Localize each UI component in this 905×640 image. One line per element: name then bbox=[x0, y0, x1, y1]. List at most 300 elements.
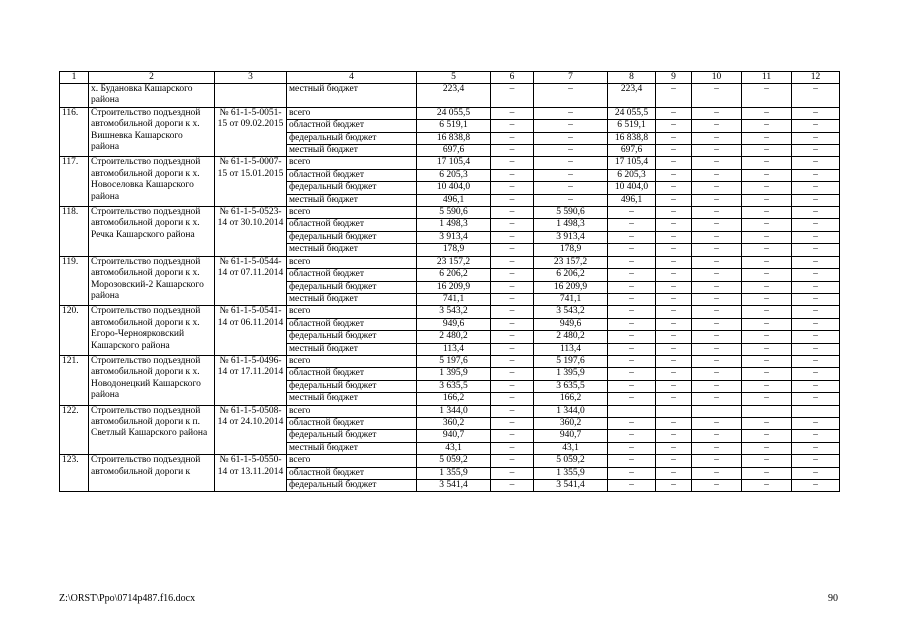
value-cell: – bbox=[608, 256, 656, 268]
value-cell bbox=[656, 405, 692, 417]
value-cell: 23 157,2 bbox=[417, 256, 491, 268]
project-number-cell: 120. bbox=[60, 306, 89, 356]
value-cell: – bbox=[491, 293, 534, 305]
value-cell: – bbox=[608, 430, 656, 442]
value-cell: – bbox=[656, 219, 692, 231]
value-cell: 360,2 bbox=[534, 417, 608, 429]
project-number-cell: 118. bbox=[60, 207, 89, 257]
budget-source-cell: федеральный бюджет bbox=[287, 331, 417, 343]
value-cell: – bbox=[792, 368, 840, 380]
value-cell: – bbox=[792, 331, 840, 343]
document-cell: № 61-1-5-0523-14 от 30.10.2014 bbox=[215, 207, 287, 257]
row-total bbox=[60, 107, 840, 119]
value-cell: 5 590,6 bbox=[417, 207, 491, 219]
value-cell: – bbox=[656, 145, 692, 157]
budget-source-cell: областной бюджет bbox=[287, 169, 417, 181]
value-cell: – bbox=[534, 182, 608, 194]
value-cell: – bbox=[534, 120, 608, 132]
value-cell bbox=[742, 405, 792, 417]
value-cell: – bbox=[656, 293, 692, 305]
value-cell: – bbox=[692, 182, 742, 194]
budget-source-cell: федеральный бюджет bbox=[287, 182, 417, 194]
value-cell: – bbox=[656, 430, 692, 442]
value-cell: – bbox=[608, 318, 656, 330]
value-cell: – bbox=[792, 355, 840, 367]
value-cell: – bbox=[692, 467, 742, 479]
value-cell: – bbox=[742, 455, 792, 467]
column-header: 8 bbox=[608, 72, 656, 84]
value-cell: – bbox=[608, 343, 656, 355]
value-cell: – bbox=[491, 318, 534, 330]
value-cell: – bbox=[792, 380, 840, 392]
value-cell: – bbox=[742, 380, 792, 392]
value-cell: – bbox=[608, 355, 656, 367]
value-cell: – bbox=[792, 194, 840, 206]
value-cell: – bbox=[608, 380, 656, 392]
column-header: 10 bbox=[692, 72, 742, 84]
value-cell: 697,6 bbox=[608, 145, 656, 157]
value-cell: – bbox=[656, 393, 692, 405]
value-cell: – bbox=[491, 244, 534, 256]
value-cell: – bbox=[656, 84, 692, 108]
footer-page-number: 90 bbox=[828, 593, 838, 604]
budget-source-cell: всего bbox=[287, 405, 417, 417]
value-cell: 6 519,1 bbox=[608, 120, 656, 132]
budget-source-cell: местный бюджет bbox=[287, 442, 417, 454]
value-cell: – bbox=[608, 293, 656, 305]
value-cell: – bbox=[656, 107, 692, 119]
value-cell: 178,9 bbox=[534, 244, 608, 256]
value-cell: – bbox=[608, 207, 656, 219]
value-cell: – bbox=[534, 132, 608, 144]
value-cell: 1 344,0 bbox=[534, 405, 608, 417]
value-cell: 5 197,6 bbox=[417, 355, 491, 367]
budget-source-cell: местный бюджет bbox=[287, 343, 417, 355]
value-cell: 697,6 bbox=[417, 145, 491, 157]
value-cell: – bbox=[742, 120, 792, 132]
value-cell: – bbox=[792, 293, 840, 305]
value-cell: – bbox=[656, 120, 692, 132]
project-number-cell: 123. bbox=[60, 455, 89, 492]
value-cell: – bbox=[792, 480, 840, 492]
budget-source-cell: областной бюджет bbox=[287, 417, 417, 429]
budget-source-cell: федеральный бюджет bbox=[287, 281, 417, 293]
value-cell: – bbox=[742, 107, 792, 119]
budget-source-cell: областной бюджет bbox=[287, 120, 417, 132]
value-cell: 3 913,4 bbox=[534, 231, 608, 243]
row-total bbox=[60, 405, 840, 417]
value-cell: – bbox=[608, 244, 656, 256]
value-cell: – bbox=[656, 455, 692, 467]
project-name-cell: Строительство подъездной автомобильной дороги к bbox=[89, 455, 215, 492]
value-cell: – bbox=[656, 269, 692, 281]
value-cell: – bbox=[692, 293, 742, 305]
value-cell: – bbox=[742, 417, 792, 429]
value-cell: – bbox=[608, 455, 656, 467]
value-cell: 5 197,6 bbox=[534, 355, 608, 367]
value-cell: 24 055,5 bbox=[417, 107, 491, 119]
value-cell: – bbox=[692, 343, 742, 355]
value-cell: 1 355,9 bbox=[534, 467, 608, 479]
value-cell: – bbox=[491, 107, 534, 119]
budget-source-cell: всего bbox=[287, 455, 417, 467]
value-cell bbox=[692, 405, 742, 417]
value-cell: – bbox=[742, 393, 792, 405]
value-cell: – bbox=[742, 442, 792, 454]
document-cell: № 61-1-5-0541-14 от 06.11.2014 bbox=[215, 306, 287, 356]
budget-source-cell: федеральный бюджет bbox=[287, 480, 417, 492]
value-cell: 741,1 bbox=[417, 293, 491, 305]
value-cell: – bbox=[608, 306, 656, 318]
value-cell: 3 913,4 bbox=[417, 231, 491, 243]
budget-source-cell: местный бюджет bbox=[287, 84, 417, 108]
value-cell: – bbox=[656, 207, 692, 219]
project-number-cell: 122. bbox=[60, 405, 89, 455]
value-cell: – bbox=[742, 281, 792, 293]
value-cell: – bbox=[742, 318, 792, 330]
value-cell: – bbox=[792, 256, 840, 268]
value-cell: 1 498,3 bbox=[417, 219, 491, 231]
value-cell: 17 105,4 bbox=[417, 157, 491, 169]
value-cell: 166,2 bbox=[534, 393, 608, 405]
value-cell: – bbox=[692, 455, 742, 467]
value-cell: – bbox=[742, 343, 792, 355]
value-cell: – bbox=[656, 244, 692, 256]
value-cell: – bbox=[692, 480, 742, 492]
budget-source-cell: федеральный бюджет bbox=[287, 231, 417, 243]
column-header: 2 bbox=[89, 72, 215, 84]
value-cell: – bbox=[491, 405, 534, 417]
value-cell: – bbox=[692, 244, 742, 256]
value-cell: 6 206,2 bbox=[417, 269, 491, 281]
value-cell: – bbox=[792, 219, 840, 231]
value-cell: – bbox=[534, 107, 608, 119]
value-cell: – bbox=[792, 244, 840, 256]
value-cell: 6 206,2 bbox=[534, 269, 608, 281]
value-cell: – bbox=[692, 281, 742, 293]
value-cell: – bbox=[692, 231, 742, 243]
value-cell: – bbox=[742, 306, 792, 318]
project-number-cell bbox=[60, 84, 89, 108]
document-cell: № 61-1-5-0007-15 от 15.01.2015 bbox=[215, 157, 287, 207]
value-cell: 1 498,3 bbox=[534, 219, 608, 231]
document-cell: № 61-1-5-0508-14 от 24.10.2014 bbox=[215, 405, 287, 455]
value-cell: – bbox=[792, 84, 840, 108]
value-cell: 113,4 bbox=[417, 343, 491, 355]
project-number-cell: 121. bbox=[60, 355, 89, 405]
value-cell: – bbox=[792, 182, 840, 194]
value-cell: 1 355,9 bbox=[417, 467, 491, 479]
budget-source-cell: всего bbox=[287, 306, 417, 318]
value-cell: 1 395,9 bbox=[417, 368, 491, 380]
value-cell: 6 519,1 bbox=[417, 120, 491, 132]
value-cell: 949,6 bbox=[534, 318, 608, 330]
budget-source-cell: областной бюджет bbox=[287, 318, 417, 330]
value-cell: – bbox=[491, 417, 534, 429]
value-cell: 43,1 bbox=[534, 442, 608, 454]
column-header: 11 bbox=[742, 72, 792, 84]
value-cell: – bbox=[608, 231, 656, 243]
value-cell: – bbox=[742, 132, 792, 144]
value-cell: – bbox=[742, 331, 792, 343]
value-cell: – bbox=[692, 417, 742, 429]
value-cell: – bbox=[608, 269, 656, 281]
value-cell: – bbox=[692, 269, 742, 281]
project-number-cell: 116. bbox=[60, 107, 89, 157]
value-cell: – bbox=[742, 467, 792, 479]
value-cell: – bbox=[608, 442, 656, 454]
value-cell: – bbox=[491, 380, 534, 392]
value-cell: – bbox=[692, 393, 742, 405]
value-cell: – bbox=[656, 331, 692, 343]
document-cell: № 61-1-5-0051-15 от 09.02.2015 bbox=[215, 107, 287, 157]
value-cell: – bbox=[534, 145, 608, 157]
value-cell: – bbox=[656, 157, 692, 169]
value-cell: – bbox=[792, 269, 840, 281]
value-cell: – bbox=[656, 194, 692, 206]
value-cell: – bbox=[692, 169, 742, 181]
column-header: 9 bbox=[656, 72, 692, 84]
project-name-cell: Строительство подъездной автомобильной дороги к х. Морозовский-2 Кашарского района bbox=[89, 256, 215, 306]
value-cell: 496,1 bbox=[417, 194, 491, 206]
value-cell: – bbox=[491, 132, 534, 144]
table-row bbox=[60, 84, 840, 108]
value-cell: – bbox=[491, 182, 534, 194]
value-cell: – bbox=[656, 480, 692, 492]
value-cell: – bbox=[692, 132, 742, 144]
value-cell: – bbox=[792, 207, 840, 219]
value-cell: – bbox=[792, 132, 840, 144]
value-cell: 1 395,9 bbox=[534, 368, 608, 380]
value-cell: – bbox=[792, 467, 840, 479]
value-cell: 178,9 bbox=[417, 244, 491, 256]
value-cell: – bbox=[692, 430, 742, 442]
value-cell bbox=[608, 405, 656, 417]
value-cell: – bbox=[792, 169, 840, 181]
value-cell: 741,1 bbox=[534, 293, 608, 305]
value-cell: – bbox=[742, 219, 792, 231]
value-cell: – bbox=[491, 169, 534, 181]
value-cell: – bbox=[792, 430, 840, 442]
value-cell: – bbox=[742, 244, 792, 256]
value-cell: 2 480,2 bbox=[534, 331, 608, 343]
value-cell: – bbox=[534, 84, 608, 108]
value-cell: – bbox=[792, 417, 840, 429]
value-cell: – bbox=[656, 442, 692, 454]
value-cell: – bbox=[491, 281, 534, 293]
value-cell: – bbox=[792, 318, 840, 330]
value-cell: – bbox=[692, 355, 742, 367]
value-cell: 496,1 bbox=[608, 194, 656, 206]
value-cell: – bbox=[656, 182, 692, 194]
document-cell: № 61-1-5-0544-14 от 07.11.2014 bbox=[215, 256, 287, 306]
value-cell: 43,1 bbox=[417, 442, 491, 454]
value-cell: – bbox=[491, 219, 534, 231]
value-cell: – bbox=[742, 231, 792, 243]
value-cell: – bbox=[692, 157, 742, 169]
value-cell: – bbox=[692, 219, 742, 231]
table-header bbox=[60, 72, 840, 84]
budget-source-cell: областной бюджет bbox=[287, 368, 417, 380]
value-cell: – bbox=[656, 343, 692, 355]
value-cell: – bbox=[656, 281, 692, 293]
column-header: 3 bbox=[215, 72, 287, 84]
value-cell: – bbox=[692, 318, 742, 330]
value-cell: – bbox=[656, 355, 692, 367]
header-row bbox=[60, 72, 840, 84]
value-cell: – bbox=[656, 417, 692, 429]
budget-source-cell: федеральный бюджет bbox=[287, 132, 417, 144]
value-cell: 360,2 bbox=[417, 417, 491, 429]
value-cell: – bbox=[742, 256, 792, 268]
value-cell: – bbox=[491, 145, 534, 157]
budget-source-cell: областной бюджет bbox=[287, 219, 417, 231]
project-name-cell: Строительство подъездной автомобильной дороги к х. Новоселовка Кашарского района bbox=[89, 157, 215, 207]
value-cell: – bbox=[656, 318, 692, 330]
value-cell: – bbox=[692, 256, 742, 268]
value-cell: – bbox=[792, 157, 840, 169]
value-cell: 223,4 bbox=[608, 84, 656, 108]
value-cell: 5 059,2 bbox=[417, 455, 491, 467]
value-cell: – bbox=[534, 169, 608, 181]
value-cell: – bbox=[656, 380, 692, 392]
value-cell: – bbox=[692, 442, 742, 454]
budget-source-cell: всего bbox=[287, 355, 417, 367]
value-cell: 3 543,2 bbox=[534, 306, 608, 318]
value-cell: 10 404,0 bbox=[608, 182, 656, 194]
value-cell: 949,6 bbox=[417, 318, 491, 330]
budget-source-cell: местный бюджет bbox=[287, 393, 417, 405]
row-total bbox=[60, 306, 840, 318]
value-cell: – bbox=[491, 442, 534, 454]
budget-source-cell: федеральный бюджет bbox=[287, 380, 417, 392]
value-cell: – bbox=[792, 107, 840, 119]
value-cell: 940,7 bbox=[417, 430, 491, 442]
value-cell: – bbox=[491, 207, 534, 219]
value-cell: – bbox=[656, 256, 692, 268]
value-cell: 16 209,9 bbox=[417, 281, 491, 293]
value-cell: 5 590,6 bbox=[534, 207, 608, 219]
value-cell: 6 205,3 bbox=[608, 169, 656, 181]
value-cell: – bbox=[742, 355, 792, 367]
value-cell: – bbox=[491, 306, 534, 318]
value-cell: – bbox=[792, 393, 840, 405]
footer-file-path: Z:\ORST\Ppo\0714p487.f16.docx bbox=[59, 593, 196, 604]
value-cell: – bbox=[792, 306, 840, 318]
project-name-cell: х. Будановка Кашарского района bbox=[89, 84, 215, 108]
value-cell: – bbox=[491, 231, 534, 243]
value-cell: 3 635,5 bbox=[534, 380, 608, 392]
value-cell: – bbox=[656, 368, 692, 380]
value-cell: 113,4 bbox=[534, 343, 608, 355]
value-cell: – bbox=[608, 281, 656, 293]
document-cell bbox=[215, 84, 287, 108]
project-number-cell: 117. bbox=[60, 157, 89, 207]
value-cell: – bbox=[692, 368, 742, 380]
budget-table bbox=[59, 71, 840, 492]
value-cell: – bbox=[608, 417, 656, 429]
column-header: 4 bbox=[287, 72, 417, 84]
value-cell: – bbox=[656, 306, 692, 318]
value-cell: – bbox=[608, 467, 656, 479]
value-cell: – bbox=[491, 355, 534, 367]
project-name-cell: Строительство подъездной автомобильной дороги к п. Светлый Кашарского района bbox=[89, 405, 215, 455]
value-cell: – bbox=[608, 331, 656, 343]
row-total bbox=[60, 157, 840, 169]
value-cell: 1 344,0 bbox=[417, 405, 491, 417]
value-cell: – bbox=[742, 480, 792, 492]
value-cell: – bbox=[792, 145, 840, 157]
project-name-cell: Строительство подъездной автомобильной дороги к х. Егоро-Черноярковский Кашарского района bbox=[89, 306, 215, 356]
value-cell: – bbox=[742, 194, 792, 206]
value-cell: – bbox=[692, 107, 742, 119]
budget-source-cell: всего bbox=[287, 207, 417, 219]
value-cell: – bbox=[534, 194, 608, 206]
value-cell: – bbox=[692, 84, 742, 108]
budget-source-cell: областной бюджет bbox=[287, 467, 417, 479]
value-cell: – bbox=[656, 231, 692, 243]
column-header: 1 bbox=[60, 72, 89, 84]
value-cell: – bbox=[491, 157, 534, 169]
value-cell: 940,7 bbox=[534, 430, 608, 442]
value-cell: – bbox=[742, 157, 792, 169]
value-cell: 16 838,8 bbox=[608, 132, 656, 144]
value-cell: – bbox=[491, 256, 534, 268]
value-cell: – bbox=[656, 467, 692, 479]
table-body bbox=[60, 84, 840, 492]
value-cell: 166,2 bbox=[417, 393, 491, 405]
value-cell: – bbox=[491, 331, 534, 343]
document-cell: № 61-1-5-0496-14 от 17.11.2014 bbox=[215, 355, 287, 405]
value-cell: – bbox=[491, 368, 534, 380]
value-cell: – bbox=[792, 120, 840, 132]
value-cell: – bbox=[491, 455, 534, 467]
budget-source-cell: всего bbox=[287, 107, 417, 119]
value-cell: – bbox=[656, 169, 692, 181]
value-cell: – bbox=[491, 269, 534, 281]
budget-source-cell: областной бюджет bbox=[287, 269, 417, 281]
value-cell: – bbox=[792, 343, 840, 355]
project-name-cell: Строительство подъездной автомобильной дороги к х. Вишневка Кашарского района bbox=[89, 107, 215, 157]
budget-source-cell: местный бюджет bbox=[287, 194, 417, 206]
value-cell: – bbox=[491, 84, 534, 108]
value-cell: – bbox=[742, 84, 792, 108]
value-cell: – bbox=[742, 207, 792, 219]
value-cell: – bbox=[608, 480, 656, 492]
value-cell: – bbox=[491, 343, 534, 355]
value-cell: – bbox=[491, 393, 534, 405]
budget-source-cell: всего bbox=[287, 256, 417, 268]
value-cell: 2 480,2 bbox=[417, 331, 491, 343]
value-cell: 16 838,8 bbox=[417, 132, 491, 144]
value-cell: 16 209,9 bbox=[534, 281, 608, 293]
value-cell: 17 105,4 bbox=[608, 157, 656, 169]
row-total bbox=[60, 455, 840, 467]
value-cell: – bbox=[491, 430, 534, 442]
project-name-cell: Строительство подъездной автомобильной дороги к х. Новодонецкий Кашарского района bbox=[89, 355, 215, 405]
value-cell: – bbox=[692, 145, 742, 157]
value-cell: – bbox=[692, 207, 742, 219]
value-cell: – bbox=[491, 194, 534, 206]
value-cell: – bbox=[692, 380, 742, 392]
value-cell: – bbox=[692, 194, 742, 206]
document-cell: № 61-1-5-0550-14 от 13.11.2014 bbox=[215, 455, 287, 492]
value-cell: – bbox=[692, 120, 742, 132]
value-cell: – bbox=[792, 455, 840, 467]
value-cell: 10 404,0 bbox=[417, 182, 491, 194]
budget-source-cell: федеральный бюджет bbox=[287, 430, 417, 442]
value-cell: – bbox=[692, 306, 742, 318]
